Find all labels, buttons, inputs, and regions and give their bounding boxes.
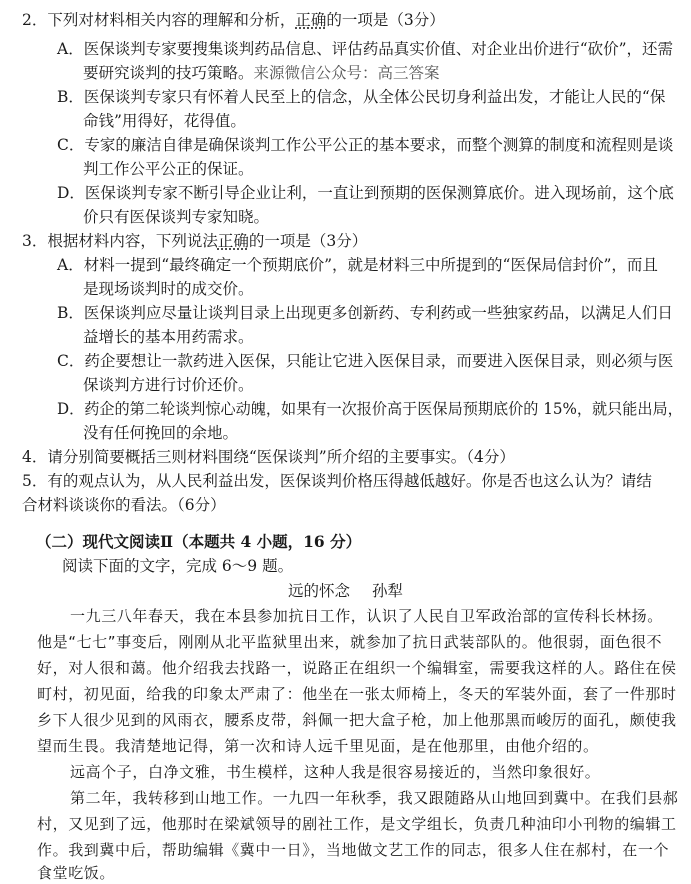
passage-line: 一九三八年春天，我在本县参加抗日工作，认识了人民自卫军政治部的宣传科长林扬。 xyxy=(70,607,663,625)
question-2-stem xyxy=(22,9,445,31)
q3-option-b-line1: B．医保谈判应尽量让谈判目录上出现更多创新药、专利药或一些独家药品，以满足人们日 xyxy=(57,304,673,322)
q2-stem-text: 2．下列对材料相关内容的理解和分析， xyxy=(22,11,296,29)
passage-line: 町村，初见面，给我的印象太严肃了：他坐在一张太师椅上，冬天的军装外面，套了一件那时 xyxy=(37,685,677,703)
passage-line: 望而生畏。我清楚地记得，第一次和诗人远千里见面，是在他那里，由他介绍的。 xyxy=(37,737,599,755)
passage-line: 乡下人很少见到的风雨衣，腰系皮带，斜佩一把大盒子枪，加上他那黑而峻厉的面孔，颇使我 xyxy=(37,711,677,729)
section-intro: 阅读下面的文字，完成 6～9 题。 xyxy=(62,557,294,575)
q3-stem-text: 3．根据材料内容，下列说法 xyxy=(22,232,218,250)
passage-line: 好，对人很和蔼。他介绍我去找路一，说路正在组织一个编辑室，需要我这样的人。路住在侯 xyxy=(37,659,677,677)
q2-option-a-line2 xyxy=(83,62,440,84)
passage-line: 村，又见到了远，他那时在梁斌领导的剧社工作，是文学组长，负责几种油印小刊物的编辑工 xyxy=(37,815,677,833)
passage-title: 远的怀念 xyxy=(287,582,350,600)
q3-option-c-line1: C．药企要想让一款药进入医保，只能让它进入医保目录，而要进入医保目录，则必须与医 xyxy=(57,352,674,370)
passage-line: 第二年，我转移到山地工作。一九四一年秋季，我又跟随路从山地回到冀中。在我们县郝 xyxy=(70,789,679,807)
q3-stem-emphasis: 正确 xyxy=(217,232,249,250)
passage-line: 远高个子，白净文雅，书生模样，这种人我是很容易接近的，当然印象很好。 xyxy=(70,763,601,781)
passage-line: 作。我到冀中后，帮助编辑《冀中一日》，当地做文艺工作的同志，很多人住在郝村，在一个 xyxy=(37,841,670,859)
q2-stem-points: 的一项是（3分） xyxy=(326,11,445,29)
q2-option-d-line2: 价只有医保谈判专家知晓。 xyxy=(83,208,270,226)
q2-option-b-line2: 命钱”用得好，花得值。 xyxy=(83,112,246,130)
q2-stem-emphasis: 正确 xyxy=(295,11,327,29)
q3-option-d-line2: 没有任何挽回的余地。 xyxy=(83,424,239,442)
q3-option-c-line2: 保谈判方进行讨价还价。 xyxy=(83,376,254,394)
q3-option-b-line2: 益增长的基本用药需求。 xyxy=(83,328,254,346)
q2-option-c-line1: C．专家的廉洁自律是确保谈判工作公平公正的基本要求，而整个测算的制度和流程则是谈 xyxy=(57,136,674,154)
passage-line: 他是“七七”事变后，刚刚从北平监狱里出来，就参加了抗日武装部队的。他很弱，面色很不 xyxy=(37,633,663,651)
q2-option-d-line1: D．医保谈判专家不断引导企业让利，一直让到预期的医保测算底价。进入现场前，这个底 xyxy=(57,184,674,202)
passage-title-line xyxy=(0,580,691,602)
q3-stem-points: 的一项是（3分） xyxy=(248,232,368,250)
q2-option-a-line1: A．医保谈判专家要搜集谈判药品信息、评估药品真实价值、对企业出价进行“砍价”，还需 xyxy=(57,40,674,58)
question-3-stem xyxy=(22,230,367,252)
passage-author: 孙犁 xyxy=(372,582,404,600)
q2-option-a-text: 要研究谈判的技巧策略。 xyxy=(83,64,254,82)
question-4: 4．请分别简要概括三则材料围绕“医保谈判”所介绍的主要事实。（4分） xyxy=(22,448,515,466)
question-5-line2: 合材料谈谈你的看法。（6分） xyxy=(22,496,226,514)
section-heading: （二）现代文阅读Ⅱ（本题共 4 小题，16 分） xyxy=(36,532,362,551)
source-watermark: 来源微信公众号：高三答案 xyxy=(253,64,440,82)
q3-option-a-line1: A．材料一提到“最终确定一个预期底价”，就是材料三中所提到的“医保局信封价”，而且 xyxy=(57,256,658,274)
q2-option-b-line1: B．医保谈判专家只有怀着人民至上的信念，从全体公民切身利益出发，才能让人民的“保 xyxy=(57,88,666,106)
passage-line: 食堂吃饭。 xyxy=(37,864,116,882)
q3-option-d-line1: D．药企的第二轮谈判惊心动魄，如果有一次报价高于医保局预期底价的 15%，就只能出局， xyxy=(57,400,683,418)
q3-option-a-line2: 是现场谈判时的成交价。 xyxy=(83,280,254,298)
q2-option-c-line2: 判工作公平公正的保证。 xyxy=(83,160,254,178)
question-5-line1: 5．有的观点认为，从人民利益出发，医保谈判价格压得越低越好。你是否也这么认为？请结 xyxy=(22,472,652,490)
